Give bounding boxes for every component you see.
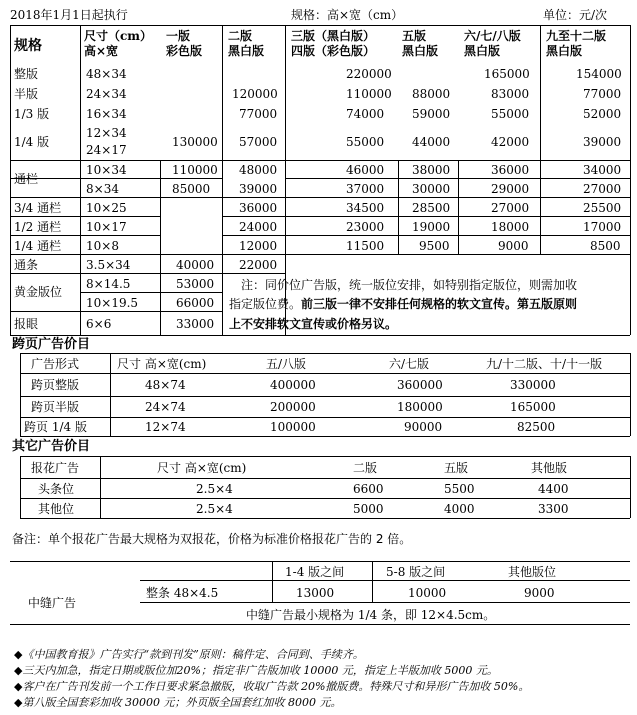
col-p1-2: 彩色版	[166, 44, 203, 58]
col-p1-1: 一版	[166, 29, 191, 43]
seam-head-other: 其他版位	[508, 565, 557, 579]
effective-date: 2018年1月1日起执行	[10, 8, 128, 22]
unit-label: 单位：元/次	[543, 8, 608, 22]
seam-label: 中缝广告	[28, 596, 77, 610]
seam-note: 中缝广告最小规格为 1/4 条，即 12×4.5cm。	[246, 608, 496, 622]
bullet-icon: ◆	[14, 664, 23, 677]
col-p2-2: 黑白版	[228, 44, 265, 58]
seam-val-other: 9000	[524, 586, 555, 600]
col-size-1: 尺寸（cm）	[84, 29, 153, 43]
seam-size: 整条 48×4.5	[146, 586, 219, 600]
col-p2-1: 二版	[228, 29, 253, 43]
bullet-icon: ◆	[14, 696, 23, 709]
col-size-2: 高×宽	[84, 44, 119, 58]
other-title: 其它广告价目	[12, 439, 91, 454]
seam-head-14: 1-4 版之间	[285, 565, 345, 579]
seam-val-58: 10000	[408, 586, 447, 600]
col-p678-1: 六/七/八版	[464, 29, 521, 43]
spread-title: 跨页广告价目	[12, 337, 91, 352]
col-p34-1: 三版（黑白版）	[291, 29, 376, 43]
col-p912-2: 黑白版	[546, 44, 583, 58]
bullet-icon: ◆	[14, 648, 23, 661]
col-p678-2: 黑白版	[464, 44, 501, 58]
seam-head-58: 5-8 版之间	[386, 565, 446, 579]
seam-val-14: 13000	[296, 586, 335, 600]
col-p5-2: 黑白版	[402, 44, 439, 58]
spec-label: 规格：高×宽（cm）	[291, 8, 404, 22]
col-p34-2: 四版（彩色版）	[291, 44, 376, 58]
remark: 备注：单个报花广告最大规格为双报花，价格为标准价格报花广告的 2 倍。	[12, 532, 412, 546]
col-p912-1: 九至十二版	[546, 29, 607, 43]
bullet-icon: ◆	[14, 680, 23, 693]
col-spec: 规格	[14, 38, 42, 54]
col-p5-1: 五版	[402, 29, 427, 43]
